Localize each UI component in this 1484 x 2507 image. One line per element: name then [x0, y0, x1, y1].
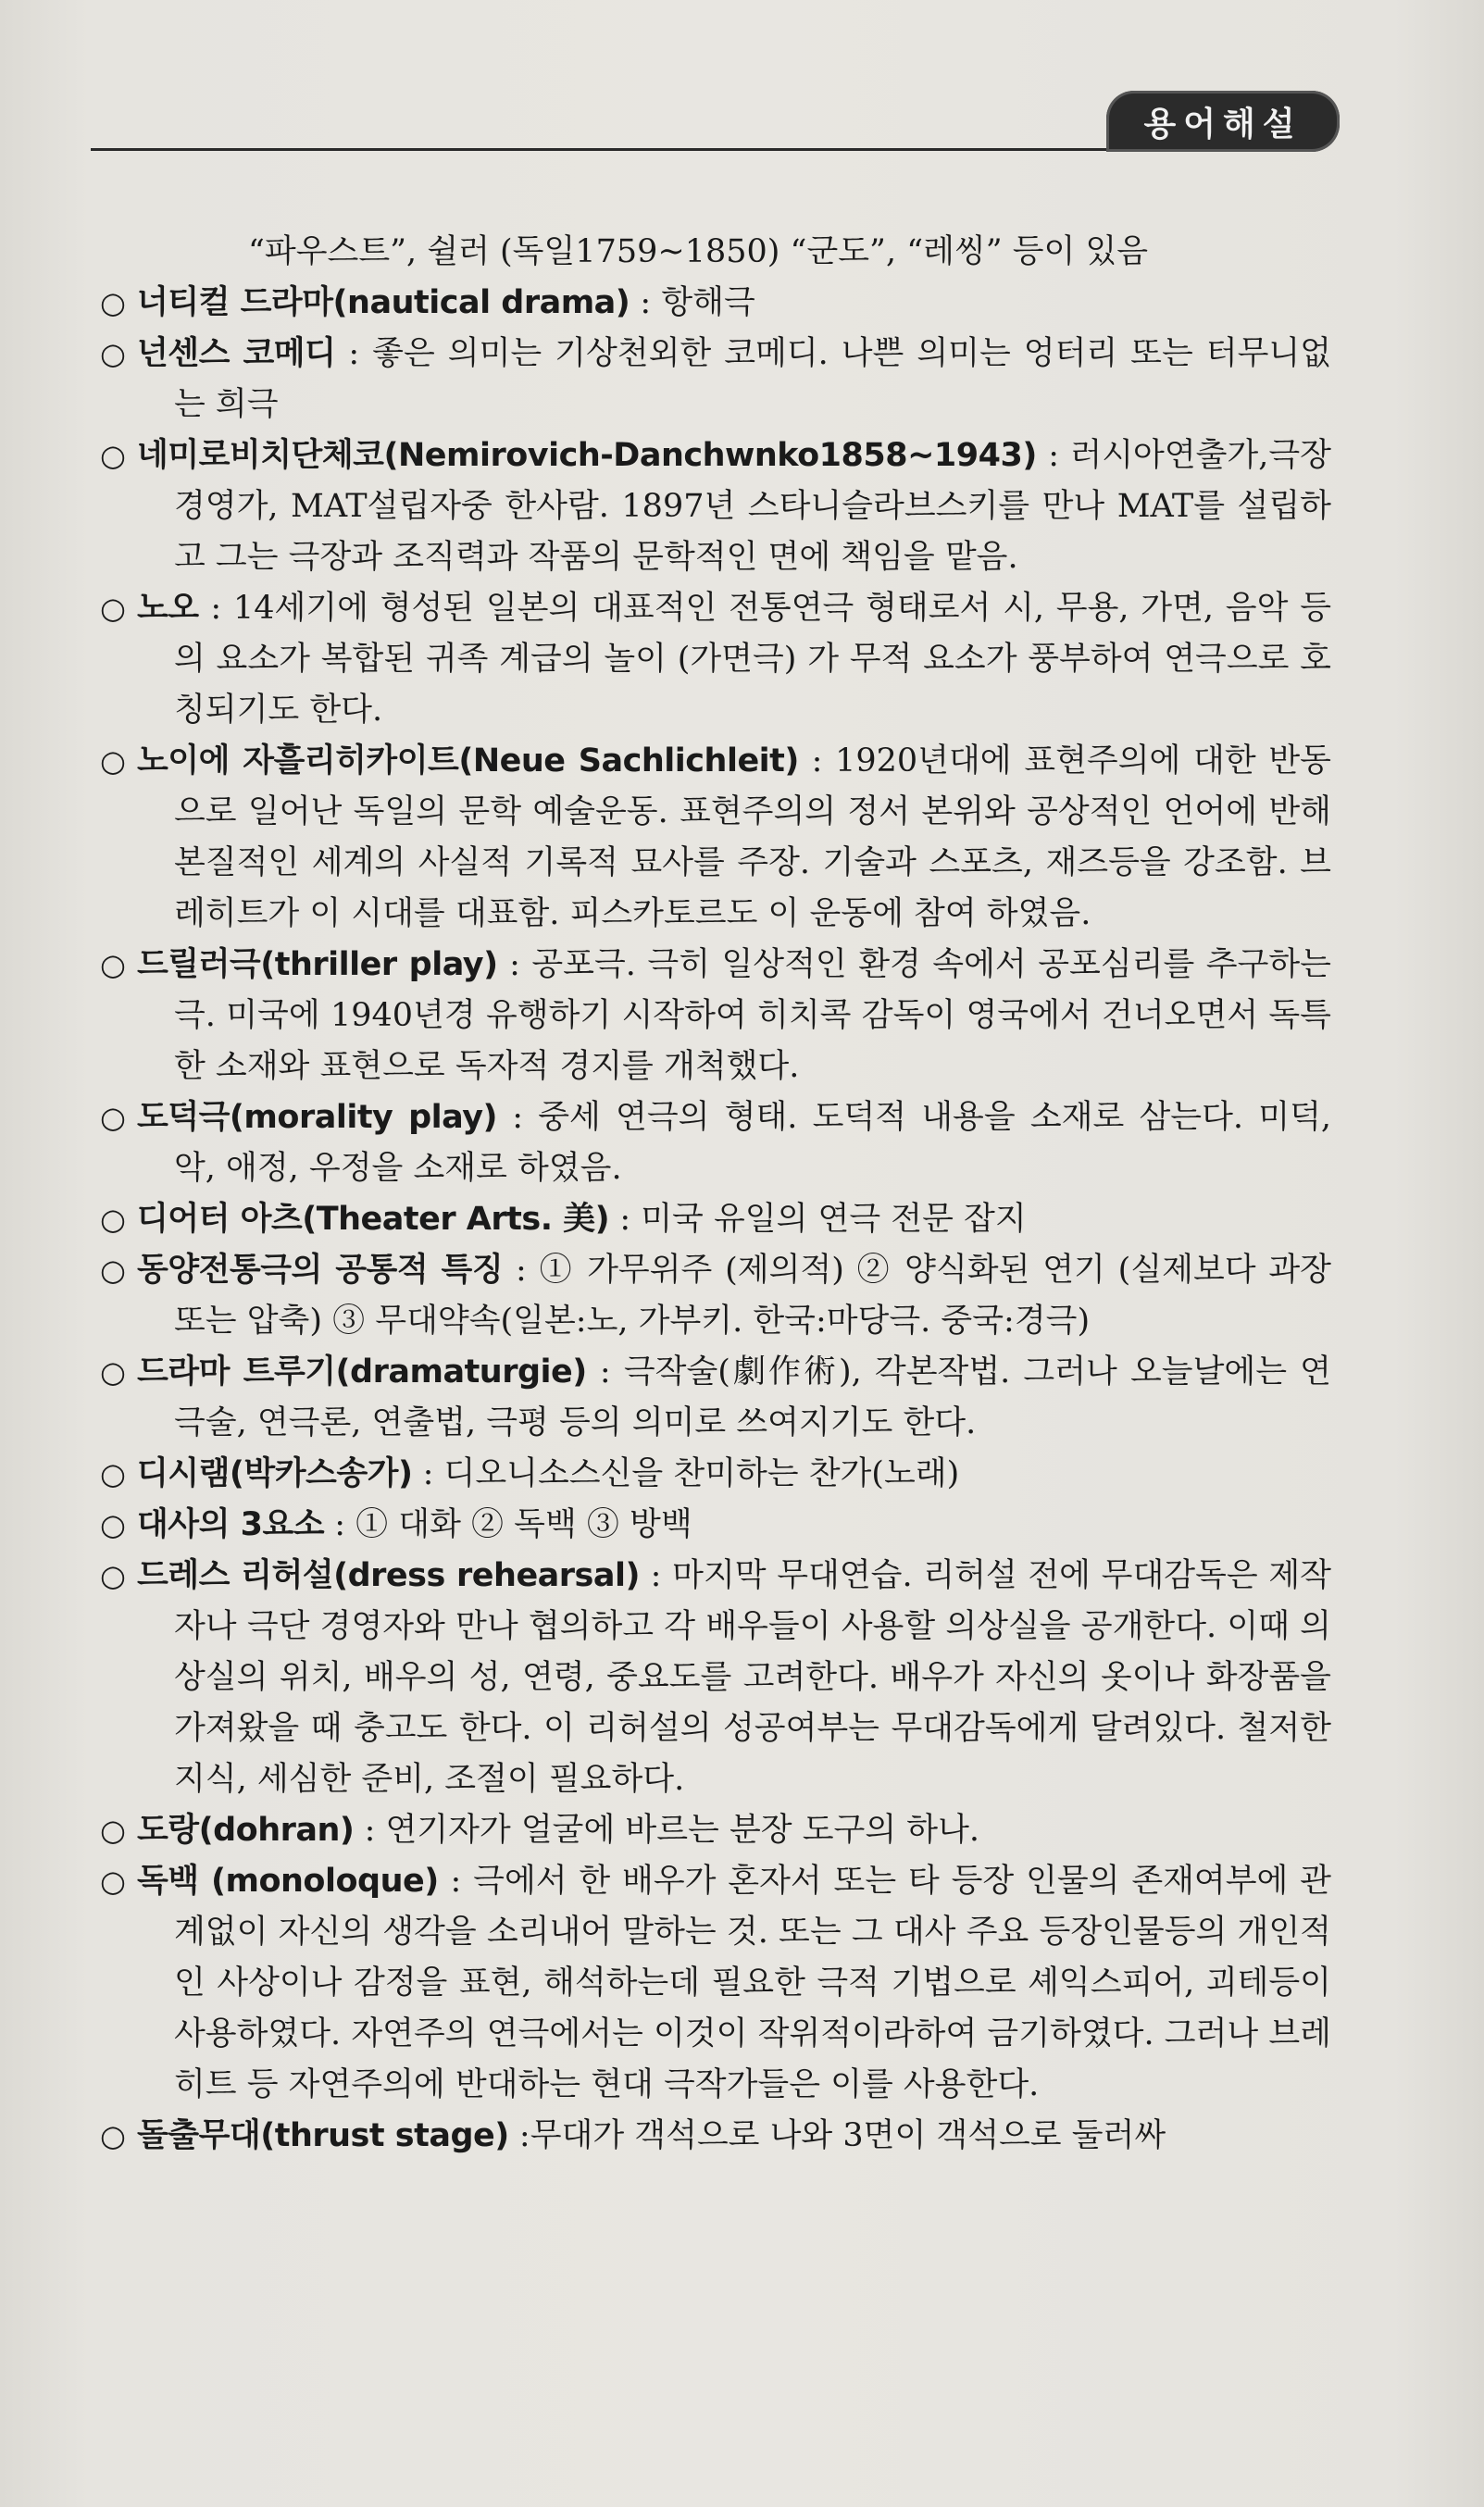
glossary-term: 디시램(박카스송가): [137, 1455, 413, 1492]
glossary-entry: [100, 1194, 1331, 1245]
glossary-term: 드라마 트루기(dramaturgie): [137, 1353, 587, 1391]
glossary-definition: : 극작술(劇作術), 각본작법. 그러나 오늘날에는 연극술, 연극론, 연출법, 극평 등의 의미로 쓰여지기도 한다.: [174, 1353, 1331, 1441]
bullet-icon: ○: [100, 1456, 126, 1491]
bullet-icon: ○: [100, 1507, 126, 1542]
glossary-definition: : ① 대화 ② 독백 ③ 방백: [324, 1506, 692, 1543]
glossary-definition: : 14세기에 형성된 일본의 대표적인 전통연극 형태로서 시, 무용, 가면, 음악 등의 요소가 복합된 귀족 계급의 놀이 (가면극) 가 무적 요소가 풍부하여 연극으로 호칭되기도 한다.: [174, 590, 1331, 729]
glossary-term: 노이에 자흘리히카이트(Neue Sachlichleit): [137, 742, 799, 780]
glossary-term: 드릴러극(thriller play): [137, 946, 498, 983]
bullet-icon: ○: [100, 1864, 126, 1899]
glossary-content: [100, 227, 1331, 2162]
bullet-icon: ○: [100, 1202, 126, 1237]
intro-text: “파우스트”, 쉴러 (독일1759~1850) “군도”, “레씽” 등이 있음: [248, 233, 1149, 270]
section-tab: [1106, 91, 1340, 152]
glossary-entry: [100, 430, 1331, 583]
glossary-term: 네미로비치단체코(Nemirovich-Danchwnko1858~1943): [137, 437, 1037, 474]
glossary-entry: [100, 1347, 1331, 1449]
header-rule: [91, 148, 1248, 151]
glossary-definition: : 극에서 한 배우가 혼자서 또는 타 등장 인물의 존재여부에 관계없이 자신의 생각을 소리내어 말하는 것. 또는 그 대사 주요 등장인물등의 개인적인 사상이나 감정을 표현, 해석하는데 필요한 극적 기법으로 셰익스피어, 괴테등이 사용하였다. 자연주의 연극에서는 이것이 작위적이라하여 금기하였다. 그러나 브레히트 등 자연주의에 반대하는 현대 극작가들은 이를 사용한다.: [174, 1863, 1331, 2103]
intro-continuation: [100, 227, 1331, 278]
glossary-entry: [100, 329, 1331, 430]
bullet-icon: ○: [100, 591, 126, 626]
glossary-definition: : 1920년대에 표현주의에 대한 반동으로 일어난 독일의 문학 예술운동. 표현주의의 정서 본위와 공상적인 언어에 반해 본질적인 세계의 사실적 기록적 묘사를 주장. 기술과 스포츠, 재즈등을 강조함. 브레히트가 이 시대를 대표함. 피스카토르도 이 운동에 참여 하였음.: [174, 742, 1331, 932]
bullet-icon: ○: [100, 438, 126, 473]
glossary-entry: [100, 1449, 1331, 1500]
glossary-entry: [100, 736, 1331, 940]
glossary-entry: [100, 1092, 1331, 1194]
glossary-definition: : ① 가무위주 (제의적) ② 양식화된 연기 (실제보다 과장 또는 압축) ③ 무대약속(일본:노, 가부키. 한국:마당극. 중국:경극): [174, 1252, 1331, 1340]
glossary-term: 넌센스 코메디: [137, 335, 336, 372]
bullet-icon: ○: [100, 1354, 126, 1390]
bullet-icon: ○: [100, 743, 126, 779]
glossary-definition: : 러시아연출가,극장경영가, MAT설립자중 한사람. 1897년 스타니슬라브스키를 만나 MAT를 설립하고 그는 극장과 조직력과 작품의 문학적인 면에 책임을 맡음.: [174, 437, 1331, 576]
glossary-term: 드레스 리허설(dress rehearsal): [137, 1557, 641, 1594]
glossary-entry: [100, 1500, 1331, 1551]
glossary-entry: [100, 278, 1331, 329]
bullet-icon: ○: [100, 1100, 126, 1135]
bullet-icon: ○: [100, 1558, 126, 1593]
glossary-entry: [100, 1245, 1331, 1347]
glossary-term: 도랑(dohran): [137, 1812, 355, 1849]
bullet-icon: ○: [100, 285, 126, 320]
glossary-entries: [100, 278, 1331, 2162]
glossary-definition: : 디오니소스신을 찬미하는 찬가(노래): [412, 1455, 960, 1492]
bullet-icon: ○: [100, 1253, 126, 1288]
glossary-term: 노오: [137, 590, 199, 627]
glossary-entry: [100, 1805, 1331, 1856]
glossary-term: 동양전통극의 공통적 특징: [137, 1252, 504, 1289]
glossary-definition: : 미국 유일의 연극 전문 잡지: [609, 1201, 1027, 1238]
glossary-entry: [100, 2111, 1331, 2162]
glossary-entry: [100, 940, 1331, 1092]
glossary-term: 도덕극(morality play): [137, 1099, 498, 1136]
glossary-term: 대사의 3요소: [137, 1506, 325, 1543]
glossary-definition: : 공포극. 극히 일상적인 환경 속에서 공포심리를 추구하는 극. 미국에 1940년경 유행하기 시작하여 히치콕 감독이 영국에서 건너오면서 독특한 소재와 표현으로 독자적 경지를 개척했다.: [174, 946, 1331, 1085]
glossary-term: 너티컬 드라마(nautical drama): [137, 284, 630, 321]
glossary-definition: : 마지막 무대연습. 리허설 전에 무대감독은 제작자나 극단 경영자와 만나 협의하고 각 배우들이 사용할 의상실을 공개한다. 이때 의상실의 위치, 배우의 성, 연령, 중요도를 고려한다. 배우가 자신의 옷이나 화장품을 가져왔을 때 충고도 한다. 이 리허설의 성공여부는 무대감독에게 달려있다. 철저한 지식, 세심한 준비, 조절이 필요하다.: [174, 1557, 1331, 1798]
bullet-icon: ○: [100, 336, 126, 371]
bullet-icon: ○: [100, 947, 126, 982]
glossary-entry: [100, 1551, 1331, 1805]
glossary-definition: : 좋은 의미는 기상천외한 코메디. 나쁜 의미는 엉터리 또는 터무니없는 희극: [174, 335, 1332, 423]
glossary-definition: : 중세 연극의 형태. 도덕적 내용을 소재로 삼는다. 미덕, 악, 애정, 우정을 소재로 하였음.: [174, 1099, 1332, 1187]
bullet-icon: ○: [100, 1813, 126, 1848]
glossary-definition: : 연기자가 얼굴에 바르는 분장 도구의 하나.: [354, 1812, 980, 1849]
glossary-term: 디어터 아츠(Theater Arts. 美): [137, 1201, 610, 1238]
glossary-definition: : 항해극: [630, 284, 755, 321]
glossary-entry: [100, 583, 1331, 736]
glossary-term: 돌출무대(thrust stage): [137, 2117, 509, 2154]
glossary-term: 독백 (monoloque): [137, 1863, 439, 1900]
glossary-entry: [100, 1856, 1331, 2111]
bullet-icon: ○: [100, 2118, 126, 2153]
glossary-definition: :무대가 객석으로 나와 3면이 객석으로 둘러싸: [508, 2117, 1166, 2154]
section-tab-label: 용어해설: [1143, 105, 1303, 143]
